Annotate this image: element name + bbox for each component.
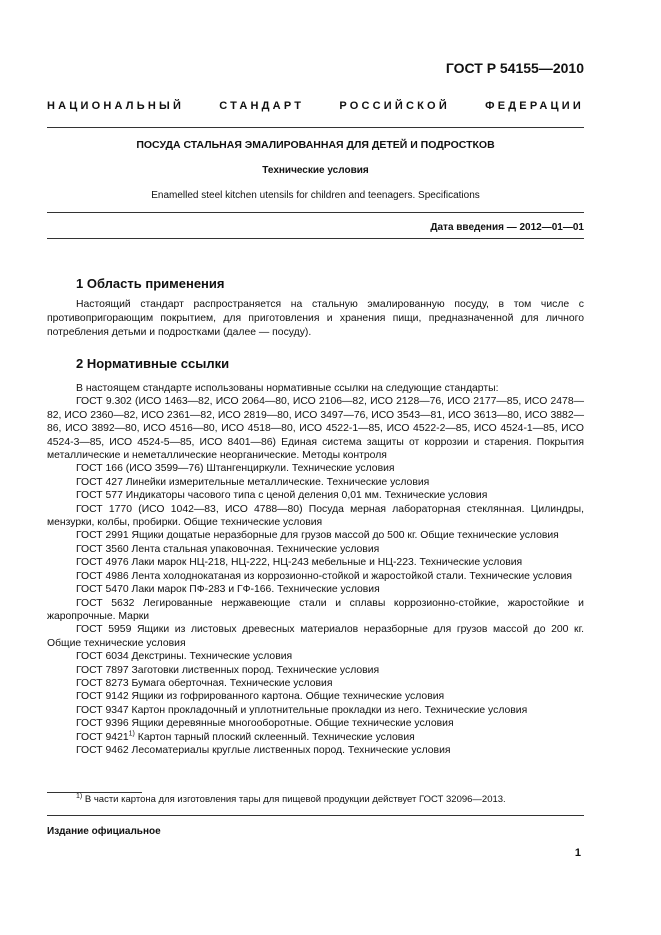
list-item: ГОСТ 577 Индикаторы часового типа с ценой деления 0,01 мм. Технические условия bbox=[76, 490, 488, 502]
document-subtitle: Технические условия bbox=[262, 165, 369, 176]
list-item-gost-9421 bbox=[47, 731, 584, 744]
list-item: ГОСТ 3560 Лента стальная упаковочная. Технические условия bbox=[76, 543, 380, 555]
standard-number: ГОСТ Р 54155—2010 bbox=[445, 60, 584, 76]
list-item: ГОСТ 9.302 (ИСО 1463—82, ИСО 2064—80, ИСО 2106—82, ИСО 2128—76, ИСО 2177—85, ИСО 2478—82, ИСО 2360—82, ИСО 2361—82, ИСО 2819—80, ИСО 3497—76, ИСО 3543—81, ИСО 3613—80, ИСО 3882—86, ИСО 3892—80, ИСО 4516—80, ИСО 4518—80, ИСО 4522-1—85, ИСО 4522-2—85, ИСО 4524-1—85, ИСО 4524-3—85, ИСО 4524-5—85, ИСО 8401—86) Единая система защиты от коррозии и старения. Покрытия металлические и неметаллические неорганические. Методы контроля bbox=[47, 396, 584, 462]
gost-9421-text: Картон тарный плоский склеенный. Технические условия bbox=[134, 731, 415, 743]
date-divider bbox=[47, 238, 584, 239]
list-item: ГОСТ 9396 Ящики деревянные многооборотные. Общие технические условия bbox=[76, 718, 454, 730]
list-item: ГОСТ 5959 Ящики из листовых древесных материалов неразборные для грузов массой до 200 кг. Общие технические условия bbox=[47, 624, 584, 649]
list-item: ГОСТ 427 Линейки измерительные металлические. Технические условия bbox=[76, 476, 430, 488]
list-item: ГОСТ 8273 Бумага оберточная. Технические условия bbox=[76, 677, 333, 689]
footer-divider bbox=[47, 815, 584, 816]
title-divider bbox=[47, 212, 584, 213]
footnote bbox=[76, 794, 506, 805]
list-item: ГОСТ 4976 Лаки марок НЦ-218, НЦ-222, НЦ-243 мебельные и НЦ-223. Технические условия bbox=[76, 557, 523, 569]
list-item: ГОСТ 166 (ИСО 3599—76) Штангенциркули. Технические условия bbox=[76, 463, 395, 475]
document-title-english: Enamelled steel kitchen utensils for children and teenagers. Specifications bbox=[151, 190, 480, 201]
section-2-intro: В настоящем стандарте использованы нормативные ссылки на следующие стандарты: bbox=[76, 383, 499, 394]
list-item: ГОСТ 9347 Картон прокладочный и уплотнительные прокладки из него. Технические условия bbox=[76, 704, 528, 716]
gost-9421-code: ГОСТ 9421 bbox=[76, 731, 129, 743]
footnote-text: В части картона для изготовления тары для пищевой продукции действует ГОСТ 32096—2013. bbox=[82, 794, 506, 805]
page-number: 1 bbox=[574, 847, 581, 859]
list-item: ГОСТ 5470 Лаки марок ПФ-283 и ГФ-166. Технические условия bbox=[76, 584, 380, 596]
section-1-paragraph: Настоящий стандарт распространяется на стальную эмалированную посуду, в том числе с противопригорающим покрытием, для приготовления и хранения пищи, предназначенной для личного потребления детьми и подростками (далее — посуду). bbox=[47, 299, 584, 339]
list-item: ГОСТ 6034 Декстрины. Технические условия bbox=[76, 651, 293, 663]
section-1-heading: 1 Область применения bbox=[76, 276, 225, 291]
footnote-divider bbox=[47, 792, 142, 793]
introduction-date: Дата введения — 2012—01—01 bbox=[430, 222, 584, 233]
list-item: ГОСТ 7897 Заготовки лиственных пород. Технические условия bbox=[76, 664, 380, 676]
normative-references-list bbox=[47, 382, 584, 757]
list-item: ГОСТ 4986 Лента холоднокатаная из коррозионно-стойкой и жаростойкой стали. Технические условия bbox=[76, 570, 573, 582]
section-1-text bbox=[47, 298, 584, 341]
national-standard-banner: НАЦИОНАЛЬНЫЙ СТАНДАРТ РОССИЙСКОЙ ФЕДЕРАЦИИ bbox=[47, 100, 584, 112]
list-item: ГОСТ 2991 Ящики дощатые неразборные для грузов массой до 500 кг. Общие технические условия bbox=[76, 530, 559, 542]
list-item: ГОСТ 9462 Лесоматериалы круглые лиственных пород. Технические условия bbox=[76, 744, 451, 756]
list-item: ГОСТ 1770 (ИСО 1042—83, ИСО 4788—80) Посуда мерная лабораторная стеклянная. Цилиндры, мензурки, колбы, пробирки. Общие технические условия bbox=[47, 503, 584, 529]
list-item: ГОСТ 9142 Ящики из гофрированного картона. Общие технические условия bbox=[76, 691, 445, 703]
footnote-reference: 1) bbox=[128, 730, 135, 738]
document-title: ПОСУДА СТАЛЬНАЯ ЭМАЛИРОВАННАЯ ДЛЯ ДЕТЕЙ И ПОДРОСТКОВ bbox=[136, 139, 495, 151]
list-item: ГОСТ 5632 Легированные нержавеющие стали и сплавы коррозионно-стойкие, жаростойкие и жаропрочные. Марки bbox=[47, 597, 584, 622]
footnote-mark: 1) bbox=[76, 792, 83, 800]
header-divider bbox=[47, 127, 584, 128]
section-2-heading: 2 Нормативные ссылки bbox=[76, 356, 230, 371]
official-edition-label: Издание официальное bbox=[47, 826, 161, 837]
